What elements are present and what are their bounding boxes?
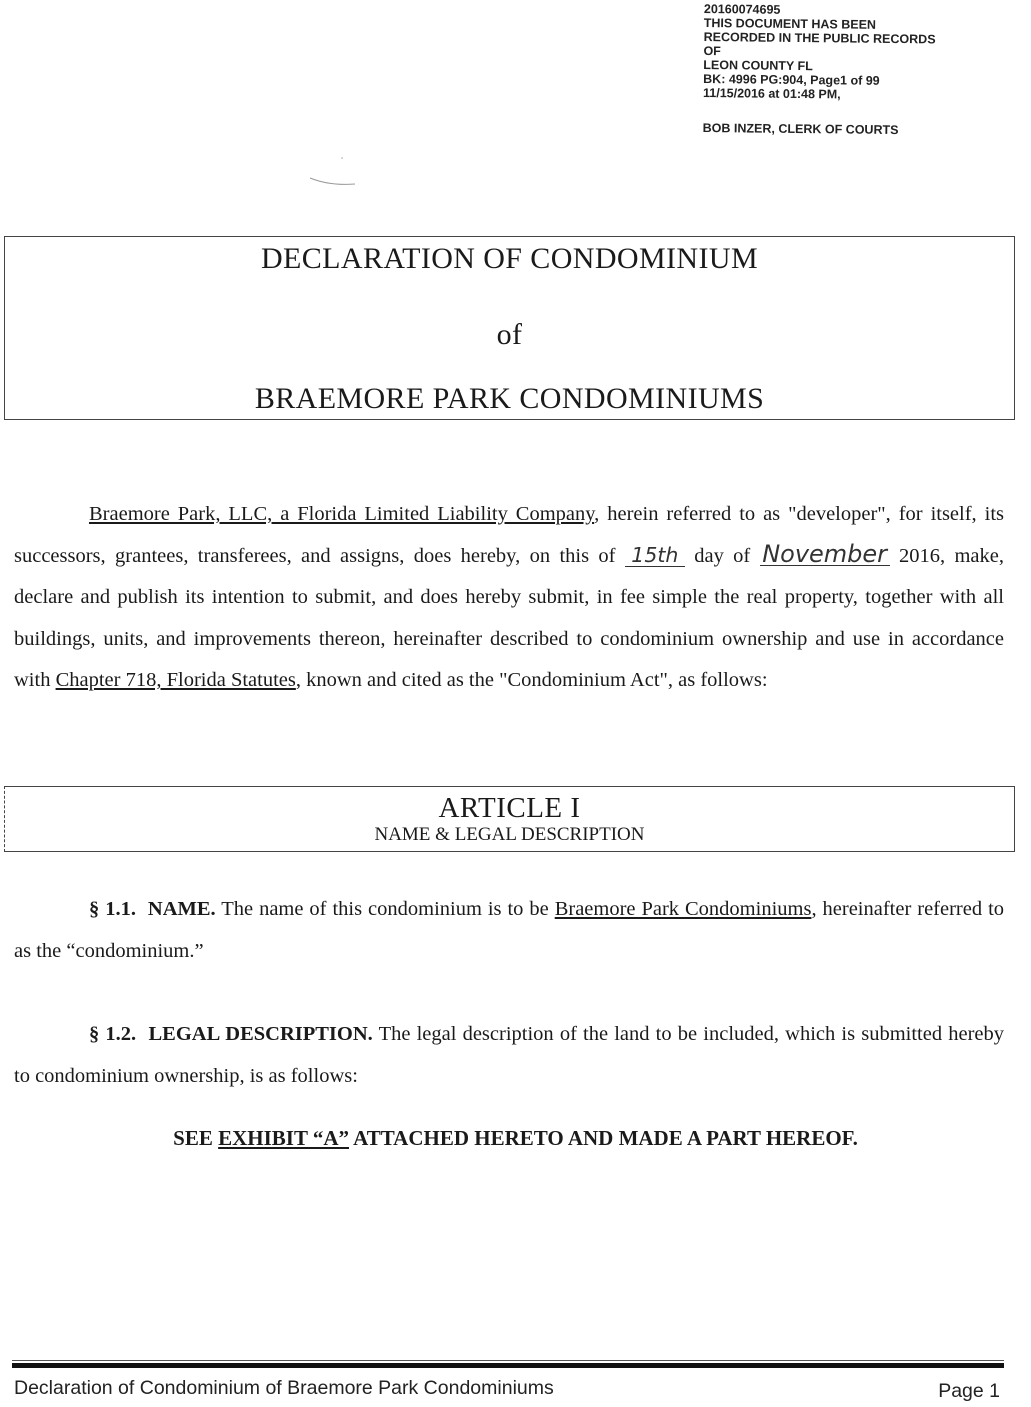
footer-title: Declaration of Condominium of Braemore Park Condominiums bbox=[14, 1377, 554, 1399]
exhibit-reference-line bbox=[0, 1126, 1031, 1151]
scan-smudge bbox=[300, 150, 370, 195]
section-text: The name of this condominium is to be bbox=[215, 898, 555, 920]
developer-name: Braemore Park, LLC, a Florida Limited Liability Company bbox=[89, 503, 595, 525]
recording-stamp bbox=[703, 2, 1004, 138]
stamp-line: RECORDED IN THE PUBLIC RECORDS bbox=[703, 29, 936, 47]
page-number: Page 1 bbox=[938, 1380, 1000, 1402]
day-handwritten: 15th bbox=[625, 544, 685, 567]
stamp-line: LEON COUNTY FL bbox=[703, 57, 813, 74]
statute-reference: Chapter 718, Florida Statutes bbox=[55, 669, 296, 691]
section-1-2 bbox=[14, 1014, 1004, 1097]
section-number: § 1.1. bbox=[89, 898, 136, 920]
preamble-paragraph bbox=[14, 494, 1004, 702]
article-title: ARTICLE I bbox=[438, 792, 581, 824]
article-subtitle: NAME & LEGAL DESCRIPTION bbox=[374, 824, 645, 845]
exhibit-ref: EXHIBIT “A” bbox=[218, 1126, 350, 1150]
stamp-line: THIS DOCUMENT HAS BEEN bbox=[703, 15, 877, 32]
footer-rule bbox=[12, 1360, 1004, 1361]
stamp-line: OF bbox=[703, 43, 721, 59]
article-header-box bbox=[4, 786, 1015, 852]
section-text: The legal description of the land to be included, which is submitted hereby to condominium ownership, is as follows: bbox=[14, 1023, 1005, 1087]
section-heading: NAME. bbox=[147, 898, 216, 920]
section-text: , hereinafter referred to as the “condominium.” bbox=[14, 898, 1005, 962]
title-of: of bbox=[496, 318, 523, 351]
section-1-1 bbox=[14, 889, 1004, 972]
stamp-line: 11/15/2016 at 01:48 PM, bbox=[702, 85, 841, 102]
exhibit-prefix: SEE bbox=[173, 1126, 219, 1150]
preamble-text: , known and cited as the "Condominium Act", as follows: bbox=[295, 669, 768, 691]
condominium-name-title: BRAEMORE PARK CONDOMINIUMS bbox=[254, 382, 765, 415]
preamble-text: , herein referred to as "developer", for itself, its successors, grantees, transferees, and assigns, does hereby, on this of bbox=[14, 503, 1004, 567]
document-title: DECLARATION OF CONDOMINIUM bbox=[260, 242, 759, 275]
title-box bbox=[4, 236, 1015, 420]
section-number: § 1.2. bbox=[89, 1023, 137, 1045]
preamble-text: 2016, make, declare and publish its intention to submit, and does hereby submit, in fee simple the real property, together with all buildings, units, and improvements thereon, hereinafter described to condominium ownership and use in accordance with bbox=[14, 544, 1004, 691]
month-handwritten: November bbox=[760, 543, 890, 566]
exhibit-suffix: ATTACHED HERETO AND MADE A PART HEREOF. bbox=[349, 1126, 858, 1150]
section-heading: LEGAL DESCRIPTION. bbox=[148, 1023, 373, 1045]
stamp-clerk: BOB INZER, CLERK OF COURTS bbox=[702, 120, 899, 138]
stamp-line: BK: 4996 PG:904, Page1 of 99 bbox=[703, 71, 880, 88]
footer-rule-thick bbox=[12, 1363, 1004, 1368]
preamble-text: day of bbox=[684, 544, 760, 567]
condominium-name: Braemore Park Condominiums bbox=[554, 898, 812, 920]
stamp-line: 20160074695 bbox=[703, 2, 781, 17]
